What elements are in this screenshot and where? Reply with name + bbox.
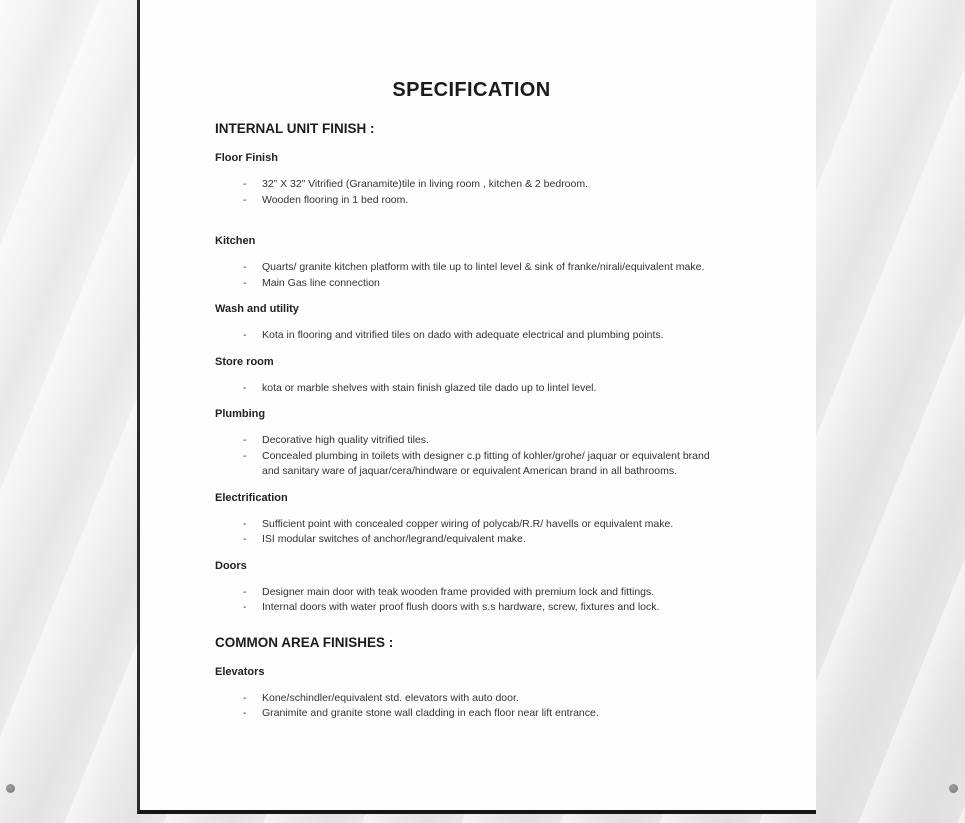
bullet-item (240, 193, 728, 209)
bullet-item (240, 328, 728, 344)
group-subheading: Elevators (215, 665, 265, 678)
bullet-item (240, 260, 728, 276)
bullet-dash-icon: - (243, 707, 247, 719)
bullet-dash-icon: - (243, 193, 247, 206)
document-page (137, 0, 816, 814)
bullet-item-text: kota or marble shelves with stain finish glazed tile dado up to lintel level. (262, 381, 597, 394)
bullet-dash-icon: - (243, 381, 247, 394)
bullet-item-text: Quarts/ granite kitchen platform with tile up to lintel level & sink of franke/nirali/equivalent make. (262, 261, 705, 273)
left-dot-icon (6, 784, 15, 793)
bullet-item (240, 706, 728, 722)
document-body (215, 121, 728, 722)
group-subheading: Plumbing (215, 408, 266, 420)
bullet-item (240, 532, 728, 548)
bullet-item-text: Sufficient point with concealed copper wiring of polycab/R.R/ havells or equivalent make. (262, 517, 674, 530)
bullet-list (240, 585, 728, 616)
bullet-item (240, 449, 728, 480)
group-subheading: Floor Finish (215, 152, 278, 164)
document-title: SPECIFICATION (392, 79, 551, 101)
bullet-dash-icon: - (243, 585, 247, 598)
spec-group (215, 492, 728, 548)
spec-group (215, 356, 728, 397)
bullet-item (240, 585, 728, 601)
bullet-item (240, 517, 728, 533)
right-dot-icon (949, 784, 958, 793)
bullet-item-text: Wooden flooring in 1 bed room. (262, 193, 409, 206)
bullet-list (240, 177, 728, 208)
bullet-item (240, 691, 728, 707)
spec-group (215, 303, 728, 344)
spec-group (215, 560, 728, 616)
spec-group (215, 666, 728, 722)
bullet-list (240, 328, 728, 344)
bullet-item-text: Concealed plumbing in toilets with designer c.p fitting of kohler/grohe/ jaquar or equivalent brand and sanitary ware of jaquar/cera/hindware or equivalent American brand in all bathrooms. (262, 449, 710, 477)
group-subheading: Wash and utility (215, 303, 299, 315)
bullet-item-text: Kone/schindler/equivalent std. elevators with auto door. (262, 691, 519, 704)
bullet-item-text: ISI modular switches of anchor/legrand/equivalent make. (262, 533, 526, 545)
spec-group (215, 408, 728, 480)
bullet-item-text: Kota in flooring and vitrified tiles on dado with adequate electrical and plumbing points. (262, 329, 664, 341)
bullet-dash-icon: - (243, 178, 247, 190)
bullet-item-text: Designer main door with teak wooden frame provided with premium lock and fittings. (262, 585, 655, 598)
bullet-dash-icon: - (243, 691, 247, 704)
group-subheading: Store room (215, 355, 274, 368)
bullet-list (240, 691, 728, 722)
section-heading: INTERNAL UNIT FINISH : (215, 121, 375, 136)
bullet-item-text: Granimite and granite stone wall cladding in each floor near lift entrance. (262, 707, 599, 719)
group-subheading: Electrification (215, 491, 288, 504)
page-content (140, 0, 816, 722)
bullet-dash-icon: - (243, 517, 247, 530)
bullet-item-text: 32” X 32” Vitrified (Granamite)tile in living room , kitchen & 2 bedroom. (262, 178, 589, 190)
bullet-dash-icon: - (243, 276, 247, 289)
bullet-list (240, 260, 728, 291)
bullet-item (240, 381, 728, 397)
bullet-dash-icon: - (243, 601, 247, 613)
bullet-item-text: Decorative high quality vitrified tiles. (262, 434, 429, 446)
bullet-item-text: Internal doors with water proof flush doors with s.s hardware, screw, fixtures and lock. (262, 601, 660, 613)
bullet-dash-icon: - (243, 449, 247, 462)
spec-group (215, 152, 728, 208)
bullet-list (240, 517, 728, 548)
bullet-item-text: Main Gas line connection (262, 276, 380, 289)
bullet-dash-icon: - (243, 329, 247, 341)
bullet-list (240, 381, 728, 397)
bullet-list (240, 433, 728, 480)
bullet-dash-icon: - (243, 533, 247, 545)
bullet-item (240, 276, 728, 292)
spec-group (215, 235, 728, 291)
section-heading: COMMON AREA FINISHES : (215, 634, 394, 650)
group-subheading: Kitchen (215, 235, 256, 247)
bullet-dash-icon: - (243, 434, 247, 446)
bullet-item (240, 433, 728, 449)
bullet-item (240, 177, 728, 193)
bullet-dash-icon: - (243, 261, 247, 273)
bullet-item (240, 600, 728, 616)
group-subheading: Doors (215, 559, 247, 572)
